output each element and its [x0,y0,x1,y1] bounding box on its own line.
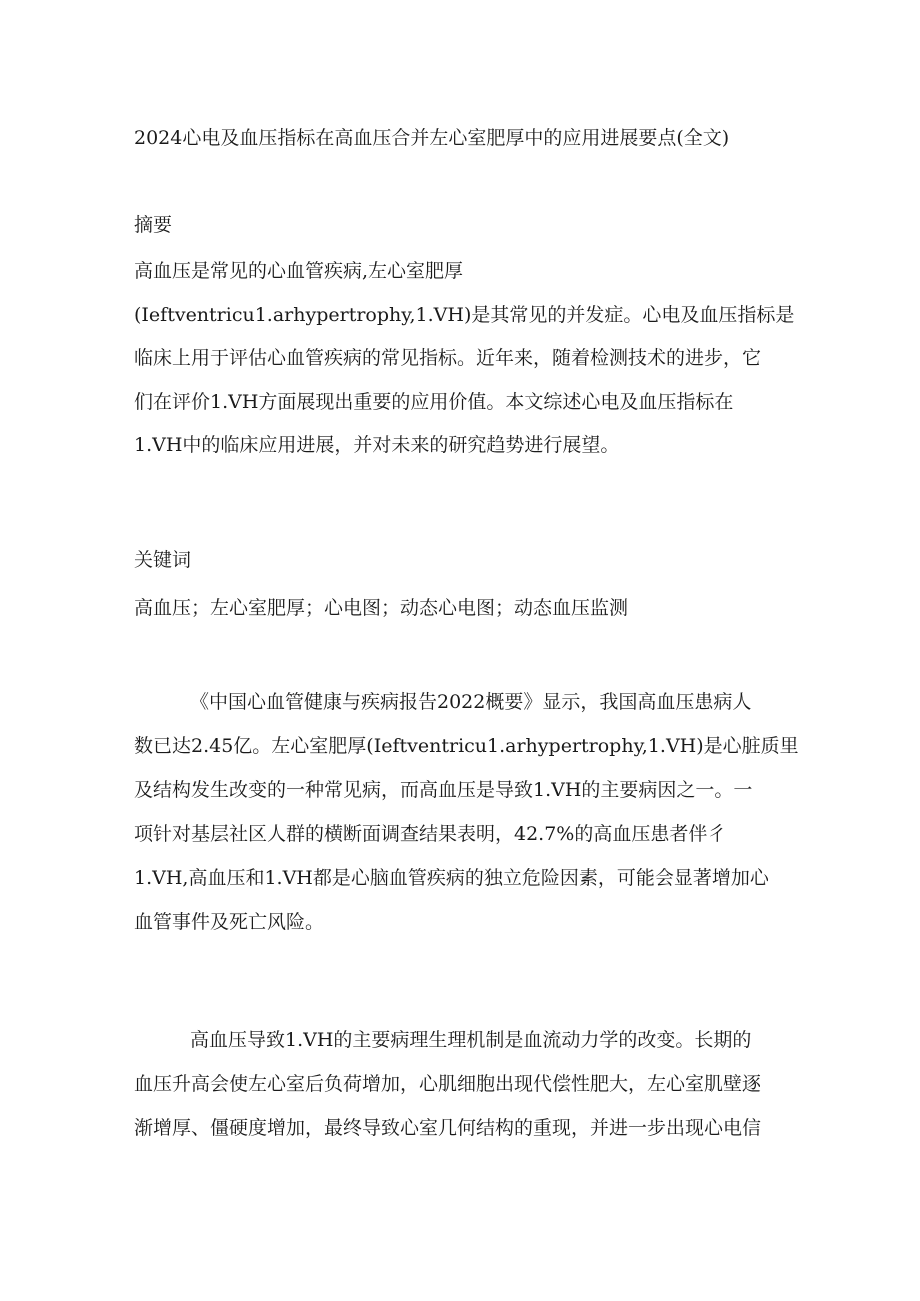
paragraph-1 [134,684,799,948]
abstract-body [134,253,794,471]
keywords-heading: 关键词 [134,549,192,571]
keywords-text: 高血压；左心室肥厚；心电图；动态心电图；动态血压监测 [134,597,629,619]
document-title: 2024心电及血压指标在高血压合并左心室肥厚中的应用进展要点(全文) [134,127,730,149]
abstract-line: 们在评价1.VH方面展现出重要的应用价值。本文综述心电及血压指标在 [134,390,734,413]
paragraph-line: 血管事件及死亡风险。 [134,911,325,933]
paragraph-line: 1.VH,高血压和1.VH都是心脑血管疾病的独立危险因素，可能会显著增加心 [134,867,769,889]
abstract-heading: 摘要 [134,214,173,236]
abstract-line: 高血压是常见的心血管疾病,左心室肥厚 [134,260,464,282]
paragraph-line: 及结构发生改变的一种常见病，而高血压是导致1.VH的主要病因之一。一 [134,779,753,801]
paragraph-line: 高血压导致1.VH的主要病理生理机制是血流动力学的改变。长期的 [190,1029,752,1051]
paragraph-line: 渐增厚、僵硬度增加，最终导致心室几何结构的重现，并进一步出现心电信 [134,1117,762,1139]
abstract-line: (Ieftventricu1.arhypertrophy,1.VH)是其常见的并发症。心电及血压指标是 [134,303,795,326]
abstract-line: 1.VH中的临床应用进展，并对未来的研究趋势进行展望。 [134,434,620,456]
paragraph-line: 数已达2.45亿。左心室肥厚(Ieftventricu1.arhypertrophy,1.VH)是心脏质里 [134,735,799,757]
paragraph-line: 项针对基层社区人群的横断面调查结果表明，42.7%的高血压患者伴彳 [134,823,727,845]
paragraph-2 [134,1022,794,1154]
abstract-line: 临床上用于评估心血管疾病的常见指标。近年来，随着检测技术的进步，它 [134,347,762,369]
paragraph-line: 血压升高会使左心室后负荷增加，心肌细胞出现代偿性肥大，左心室肌壁逐 [134,1073,762,1095]
paragraph-line: 《中国心血管健康与疾病报告2022概要》显示，我国高血压患病人 [190,691,752,713]
